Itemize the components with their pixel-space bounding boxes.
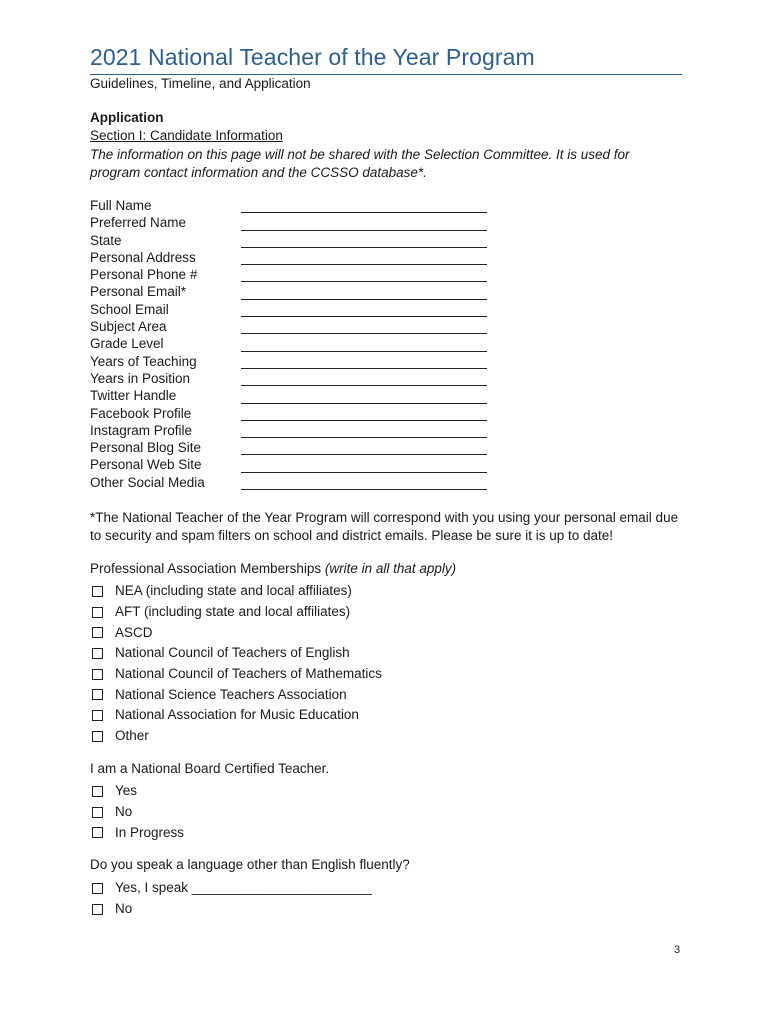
checkbox-option[interactable] [90, 643, 382, 664]
field-row [90, 456, 490, 473]
option-label: National Council of Teachers of English [115, 645, 350, 661]
field-row [90, 474, 490, 491]
field-row [90, 370, 490, 387]
field-blank-line[interactable] [241, 316, 487, 317]
field-label: Personal Blog Site [90, 440, 202, 456]
memberships-hint: (write in all that apply) [324, 561, 457, 576]
field-row [90, 249, 490, 266]
field-blank-line[interactable] [241, 247, 487, 248]
field-row [90, 335, 490, 352]
checkbox-option[interactable] [90, 781, 184, 802]
title-divider [90, 74, 682, 75]
field-label: Personal Address [90, 249, 196, 265]
field-row [90, 214, 490, 231]
field-label: Personal Email* [90, 284, 187, 300]
option-label: No [115, 901, 133, 917]
checkbox-option[interactable] [90, 664, 382, 685]
field-blank-line[interactable] [241, 420, 487, 421]
field-label: Facebook Profile [90, 405, 192, 421]
field-row [90, 439, 490, 456]
option-label: In Progress [115, 824, 185, 840]
option-label: ASCD [115, 624, 153, 640]
checkbox-icon[interactable] [92, 807, 103, 818]
page-number: 3 [674, 944, 681, 956]
field-blank-line[interactable] [241, 472, 487, 473]
field-label: State [90, 232, 122, 248]
field-label: Years in Position [90, 370, 191, 386]
checkbox-option[interactable] [90, 705, 382, 726]
field-row [90, 318, 490, 335]
checkbox-icon[interactable] [92, 904, 103, 915]
option-label: National Association for Music Education [115, 707, 359, 723]
option-label: Other [115, 728, 149, 744]
checkbox-icon[interactable] [92, 627, 103, 638]
checkbox-icon[interactable] [92, 586, 103, 597]
field-row [90, 405, 490, 422]
checkbox-option[interactable] [90, 726, 382, 747]
field-label: Subject Area [90, 319, 167, 335]
field-label: Grade Level [90, 336, 164, 352]
checkbox-icon[interactable] [92, 731, 103, 742]
checkbox-option[interactable] [90, 822, 184, 843]
email-note: *The National Teacher of the Year Program will correspond with you using your personal email due to security and spam filters on school and district emails. Please be sure it is up to date! [90, 510, 679, 543]
checkbox-icon[interactable] [92, 648, 103, 659]
memberships-question [90, 561, 456, 576]
field-row [90, 353, 490, 370]
checkbox-option[interactable] [90, 622, 382, 643]
checkbox-option[interactable] [90, 878, 372, 899]
field-label: Preferred Name [90, 215, 187, 231]
field-blank-line[interactable] [241, 299, 487, 300]
checkbox-icon[interactable] [92, 689, 103, 700]
checkbox-icon[interactable] [92, 827, 103, 838]
page-title: 2021 National Teacher of the Year Program [90, 44, 535, 70]
checkbox-icon[interactable] [92, 710, 103, 721]
checkbox-icon[interactable] [92, 669, 103, 680]
field-blank-line[interactable] [241, 351, 487, 352]
checkbox-option[interactable] [90, 581, 382, 602]
language-question: Do you speak a language other than English fluently? [90, 857, 410, 872]
field-row [90, 266, 490, 283]
memberships-options [90, 581, 382, 747]
field-label: School Email [90, 301, 169, 317]
option-label: NEA (including state and local affiliates) [115, 583, 352, 599]
field-blank-line[interactable] [241, 281, 487, 282]
option-label: No [115, 804, 133, 820]
checkbox-option[interactable] [90, 899, 372, 920]
candidate-fields [90, 197, 490, 491]
board-certified-question: I am a National Board Certified Teacher. [90, 761, 330, 776]
field-label: Personal Phone # [90, 267, 198, 283]
option-label: National Science Teachers Association [115, 686, 347, 702]
checkbox-icon[interactable] [92, 607, 103, 618]
field-blank-line[interactable] [241, 230, 487, 231]
field-label: Other Social Media [90, 474, 205, 490]
memberships-label: Professional Association Memberships [90, 561, 322, 576]
field-row [90, 232, 490, 249]
field-row [90, 422, 490, 439]
field-label: Instagram Profile [90, 422, 193, 438]
page-subtitle: Guidelines, Timeline, and Application [90, 76, 311, 91]
checkbox-option[interactable] [90, 802, 184, 823]
section-subheading: Section I: Candidate Information [90, 128, 283, 143]
field-row [90, 301, 490, 318]
option-label: Yes [115, 783, 138, 799]
language-options [90, 878, 372, 919]
field-label: Twitter Handle [90, 388, 177, 404]
checkbox-option[interactable] [90, 684, 382, 705]
field-blank-line[interactable] [241, 454, 487, 455]
field-blank-line[interactable] [241, 385, 487, 386]
checkbox-icon[interactable] [92, 786, 103, 797]
field-blank-line[interactable] [241, 403, 487, 404]
option-label: Yes, I speak ________________________ [115, 880, 372, 896]
field-label: Personal Web Site [90, 457, 202, 473]
board-certified-options [90, 781, 184, 843]
field-label: Years of Teaching [90, 353, 197, 369]
option-label: National Council of Teachers of Mathematics [115, 666, 382, 682]
field-row [90, 283, 490, 300]
section-heading: Application [90, 110, 164, 125]
field-blank-line[interactable] [241, 489, 487, 490]
section-note: The information on this page will not be shared with the Selection Committee. It is used for program contact information and the CCSSO database*. [90, 147, 630, 180]
field-blank-line[interactable] [241, 264, 487, 265]
field-blank-line[interactable] [241, 368, 487, 369]
field-blank-line[interactable] [241, 437, 487, 438]
field-label: Full Name [90, 198, 152, 213]
checkbox-option[interactable] [90, 602, 382, 623]
option-label: AFT (including state and local affiliates) [115, 604, 351, 620]
field-row [90, 197, 490, 214]
field-blank-line[interactable] [241, 333, 487, 334]
field-blank-line[interactable] [241, 212, 487, 213]
checkbox-icon[interactable] [92, 883, 103, 894]
field-row [90, 387, 490, 404]
